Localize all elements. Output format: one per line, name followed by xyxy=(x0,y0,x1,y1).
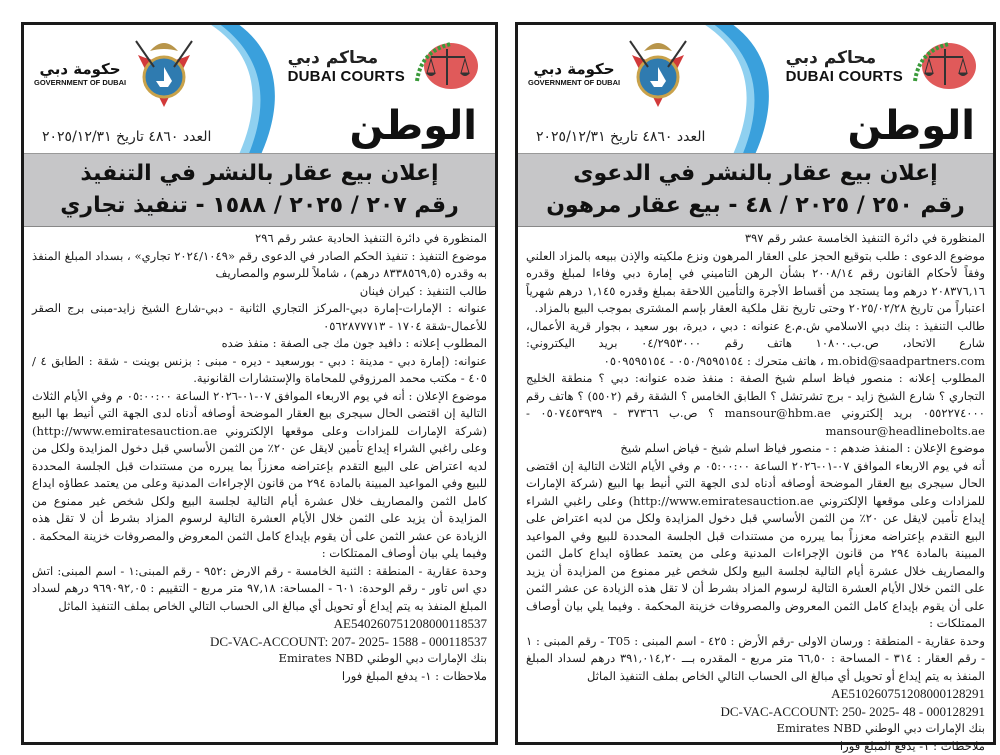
gov-name-en: GOVERNMENT OF DUBAI xyxy=(34,78,126,87)
bank-line: بنك الإمارات دبي الوطني Emirates NBD xyxy=(32,650,487,668)
account-line: DC-VAC-ACCOUNT: 207- 2025- 1588 - 000118537 xyxy=(32,633,487,651)
courts-name-en: DUBAI COURTS xyxy=(786,68,903,85)
ad-commercial-execution xyxy=(21,22,498,745)
ad-paragraph: موضوع التنفيذ : تنفيذ الحكم الصادر في الدعوى رقم «٢٠٢٤/١٠٤٩ تجاري» ، بسداد المبلغ المنفذ به وقدره (٨٣٣٨٥٦٩,٥ درهم) ، شاملاً للرسوم والمصاريف xyxy=(32,248,487,283)
scales-of-justice-icon xyxy=(411,41,479,91)
ad-paragraph: وحدة عقارية - المنطقة : ورسان الاولى -رقم الأرض : ٤٢٥ - اسم المبنى : T05 - رقم المبنى : ١ - رقم العقار : ٣١٤ - المساحة : ٦٦,٥٠ متر مربع - المقدره بـــ ٣٩١,٠١٤,٢٠ درهم لسداد المبلغ المنفذ به يتم إيداع أو تحويل أي مبالغ الى الحساب التالي الخاص بملف التنفيذ الماثل xyxy=(526,633,985,686)
ad-paragraph: وحدة عقارية - المنطقة : الثنية الخامسة - رقم الارض :٩٥٢ - رقم المبنى:١ - اسم المبنى: اتش دي اس تاور - رقم الوحدة: ٦٠١ - المساحة: ٩٧,١٨ متر مربع - التقييم : ٩٦٩٠٩٢,٠٥ درهم لسداد المبلغ المنفذ به يتم إيداع أو تحويل أي مبالغ الى الحساب التالي الخاص بملف التنفيذ الماثل xyxy=(32,563,487,616)
scales-of-justice-icon xyxy=(909,41,977,91)
ad-body xyxy=(24,227,495,685)
ad-paragraph: موضوع الإعلان : المنفذ ضدهم : - منصور فياظ اسلم شيخ - فياض اسلم شيخ xyxy=(526,440,985,458)
ad-paragraph: المنظورة في دائرة التنفيذ الحادية عشر رقم ٢٩٦ xyxy=(32,230,487,248)
ad-paragraph: عنوانه : الإمارات-إمارة دبي-المركز التجاري الثانية - دبي-شارع الشيخ زايد-مبنى برج الصقر للأعمال-شقة ١٧٠٤ - ٠٥٦٢٨٧٧٧١٣ xyxy=(32,300,487,335)
bank-line: بنك الإمارات دبي الوطني Emirates NBD xyxy=(526,720,985,738)
gov-name-ar: حكومة دبي xyxy=(528,60,620,78)
title-line-1: إعلان بيع عقار بالنشر في الدعوى xyxy=(524,158,987,190)
ad-body xyxy=(518,227,993,755)
issue-date: العدد ٤٨٦٠ تاريخ ٢٠٢٥/١٢/٣١ xyxy=(42,129,211,145)
ad-paragraph: طالب التنفيذ : كيران فينان xyxy=(32,283,487,301)
issue-date: العدد ٤٨٦٠ تاريخ ٢٠٢٥/١٢/٣١ xyxy=(536,129,705,145)
ad-paragraph: موضوع الإعلان : أنه في يوم الاربعاء الموافق ٠٧-٠١-٢٠٢٦ الساعة ٠٥:٠٠:٠٠ م وفي الأيام الثلاث التالية إن اقتضى الحال سيجرى بيع العقار الموضحة أوصافه أدناه لدى الجهة التي أنيط بها البيع (شركة الإمارات للمزادات وعلى موقعها الإلكتروني http://www.emiratesauction.ae) وعلى راغبي الشراء إيداع تأمين لايقل عن ٢٠٪ من الثمن الأساسي قبل دخول المزايدة ولكل من لديه اعتراض على البيع التقدم بإعتراضه معززاً بما يبرره من مستندات قبل الجلسة المحددة للبيع وفي المواعيد المبينة بالمادة ٢٩٤ من قانون الإجراءات المدنية وعلى من يعتمد عطاؤه ايداع كامل الثمن والمصاريف خلال عشرة أيام التالية لجلسة البيع ولكل شخص غير ممنوع من المزايدة أن يزيد على الثمن خلال الأيام العشرة التالية لرسوم المزاد بشرط أن لا تقل هذه الزيادة عن عشر الثمن على أن يقوم بإيداع كامل الثمن المعروض والمصروفات خزينة المحكمة . وفيما يلي بيان أوصاف الممتلكات : xyxy=(32,388,487,563)
title-line-2: رقم ٢٠٧ / ٢٠٢٥ / ١٥٨٨ - تنفيذ تجاري xyxy=(30,190,489,222)
title-line-1: إعلان بيع عقار بالنشر في التنفيذ xyxy=(30,158,489,190)
gov-name-en: GOVERNMENT OF DUBAI xyxy=(528,78,620,87)
dubai-courts-logo xyxy=(288,41,479,91)
courts-name-en: DUBAI COURTS xyxy=(288,68,405,85)
newspaper-name: الوطن xyxy=(848,103,975,149)
courts-name-ar: محاكم دبي xyxy=(786,48,903,68)
account-line: DC-VAC-ACCOUNT: 250- 2025- 48 - 000128291 xyxy=(526,703,985,721)
ad-title xyxy=(518,153,993,227)
ad-paragraph: المنظورة في دائرة التنفيذ الخامسة عشر رقم ٣٩٧ xyxy=(526,230,985,248)
notes-line: ملاحظات : ١- يدفع المبلغ فورا xyxy=(526,738,985,755)
ad-mortgaged-property-sale xyxy=(515,22,996,745)
ad-paragraph: أنه في يوم الاربعاء الموافق ٠٧-٠١-٢٠٢٦ الساعة ٠٥:٠٠:٠٠ م وفي الأيام الثلاث التالية إن اقتضى الحال سيجرى بيع العقار الموضحة أوصافه أدناه لدى الجهة التي أنيط بها البيع (شركة الإمارات للمزادات وعلى موقعها الإلكتروني http://www.emiratesauction.ae) وعلى راغبي الشراء إيداع تأمين لايقل عن ٢٠٪ من الثمن الأساسي قبل دخول المزايدة ولكل من لديه اعتراض على البيع التقدم بإعتراضه معززاً بما يبرره من مستندات قبل الجلسة المحددة للبيع وفي المواعيد المبينة بالمادة ٢٩٤ من قانون الإجراءات المدنية وعلى من يعتمد عطاؤه ايداع كامل الثمن والمصاريف خلال عشرة أيام التالية لجلسة البيع ولكل شخص غير ممنوع من المزايدة أن يزيد على الثمن خلال الأيام العشرة التالية لرسوم المزاد بشرط أن لا تقل هذه الزيادة عن عشر الثمن على أن يقوم بإيداع كامل الثمن المعروض والمصروفات خزينة المحكمة . وفيما يلي بيان أوصاف الممتلكات : xyxy=(526,458,985,633)
title-line-2: رقم ٢٥٠ / ٢٠٢٥ / ٤٨ - بيع عقار مرهون xyxy=(524,190,987,222)
dubai-emblem-icon xyxy=(132,37,196,109)
notes-line: ملاحظات : ١- يدفع المبلغ فورا xyxy=(32,668,487,686)
masthead xyxy=(518,25,993,153)
ad-paragraph: المطلوب إعلانه : منصور فياظ اسلم شيخ الصفة : منفذ ضده عنوانه: دبي ؟ منطقة الخليج التجاري ؟ شارع الشيخ زايد - برج تشرتشل ؟ الطابق الخامس ؟ الشقة رقم (٥٥٠٢) ؟ هاتف رقم ٠٥٥٢٢٧٤٠٠٠ بريد إلكتروني mansour@hbm.ae ؟ ص.ب ٣٧٣٦٦ - ٠٥٠٧٤٥٣٩٣٩ - mansour@headlinebolts.ae xyxy=(526,370,985,440)
dubai-courts-logo xyxy=(786,41,977,91)
government-of-dubai-logo xyxy=(34,37,196,109)
ad-paragraph: موضوع الدعوى : طلب بتوقيع الحجز على العقار المرهون ونزع ملكيته والإذن ببيعه بالمزاد العلني وفقاً لأحكام القانون رقم ٢٠٠٨/١٤ بشأن الرهن التاميني في إمارة دبي وفاءا لمبلغ وقدره ٢٠٨٣٧٦,١٦ درهم وما يستجد من أقساط الأجرة والتأمين اللاحقة بمبلغ وقدره ١,١٤٥ درهم شهرياً اعتباراً من تاريخ ٢٠٢٥/٠٢/٢٨ وحتى تاريخ نقل ملكية العقار بإسم المشترى بموجب البيع بالمزاد. xyxy=(526,248,985,318)
ad-paragraph: طالب التنفيذ : بنك دبي الاسلامي ش.م.ع عنوانه : دبي ، ديرة، بور سعيد ، بجوار قرية الأعمال، شارع الاتحاد، ص.ب.١٠٨٠٠ هاتف رقم ٠٤/٢٩٥٣٠٠٠ بريد اليكتروني: m.obid@saadpartners.com ، هاتف متحرك : ٠٥٠/٩٥٩٥١٥٤ - ٠٥٠٩٥٩٥١٥٤ xyxy=(526,318,985,371)
iban-line: AE540260751208000118537 xyxy=(32,615,487,633)
dubai-emblem-icon xyxy=(626,37,690,109)
iban-line: AE510260751208000128291 xyxy=(526,685,985,703)
courts-name-ar: محاكم دبي xyxy=(288,48,405,68)
government-of-dubai-logo xyxy=(528,37,690,109)
masthead xyxy=(24,25,495,153)
gov-name-ar: حكومة دبي xyxy=(34,60,126,78)
ad-title xyxy=(24,153,495,227)
newspaper-name: الوطن xyxy=(350,103,477,149)
ad-paragraph: عنوانه: (إمارة دبي - مدينة : دبي - بورسعيد - ديره - مبنى : بزنس بوينت - شقة : الطابق ٤ / ٤٠٥ - مكتب محمد المرزوقي للمحاماة والإستشارات القانونية. xyxy=(32,353,487,388)
ad-paragraph: المطلوب إعلانه : دافيد جون مك جى الصفة : منفذ ضده xyxy=(32,335,487,353)
